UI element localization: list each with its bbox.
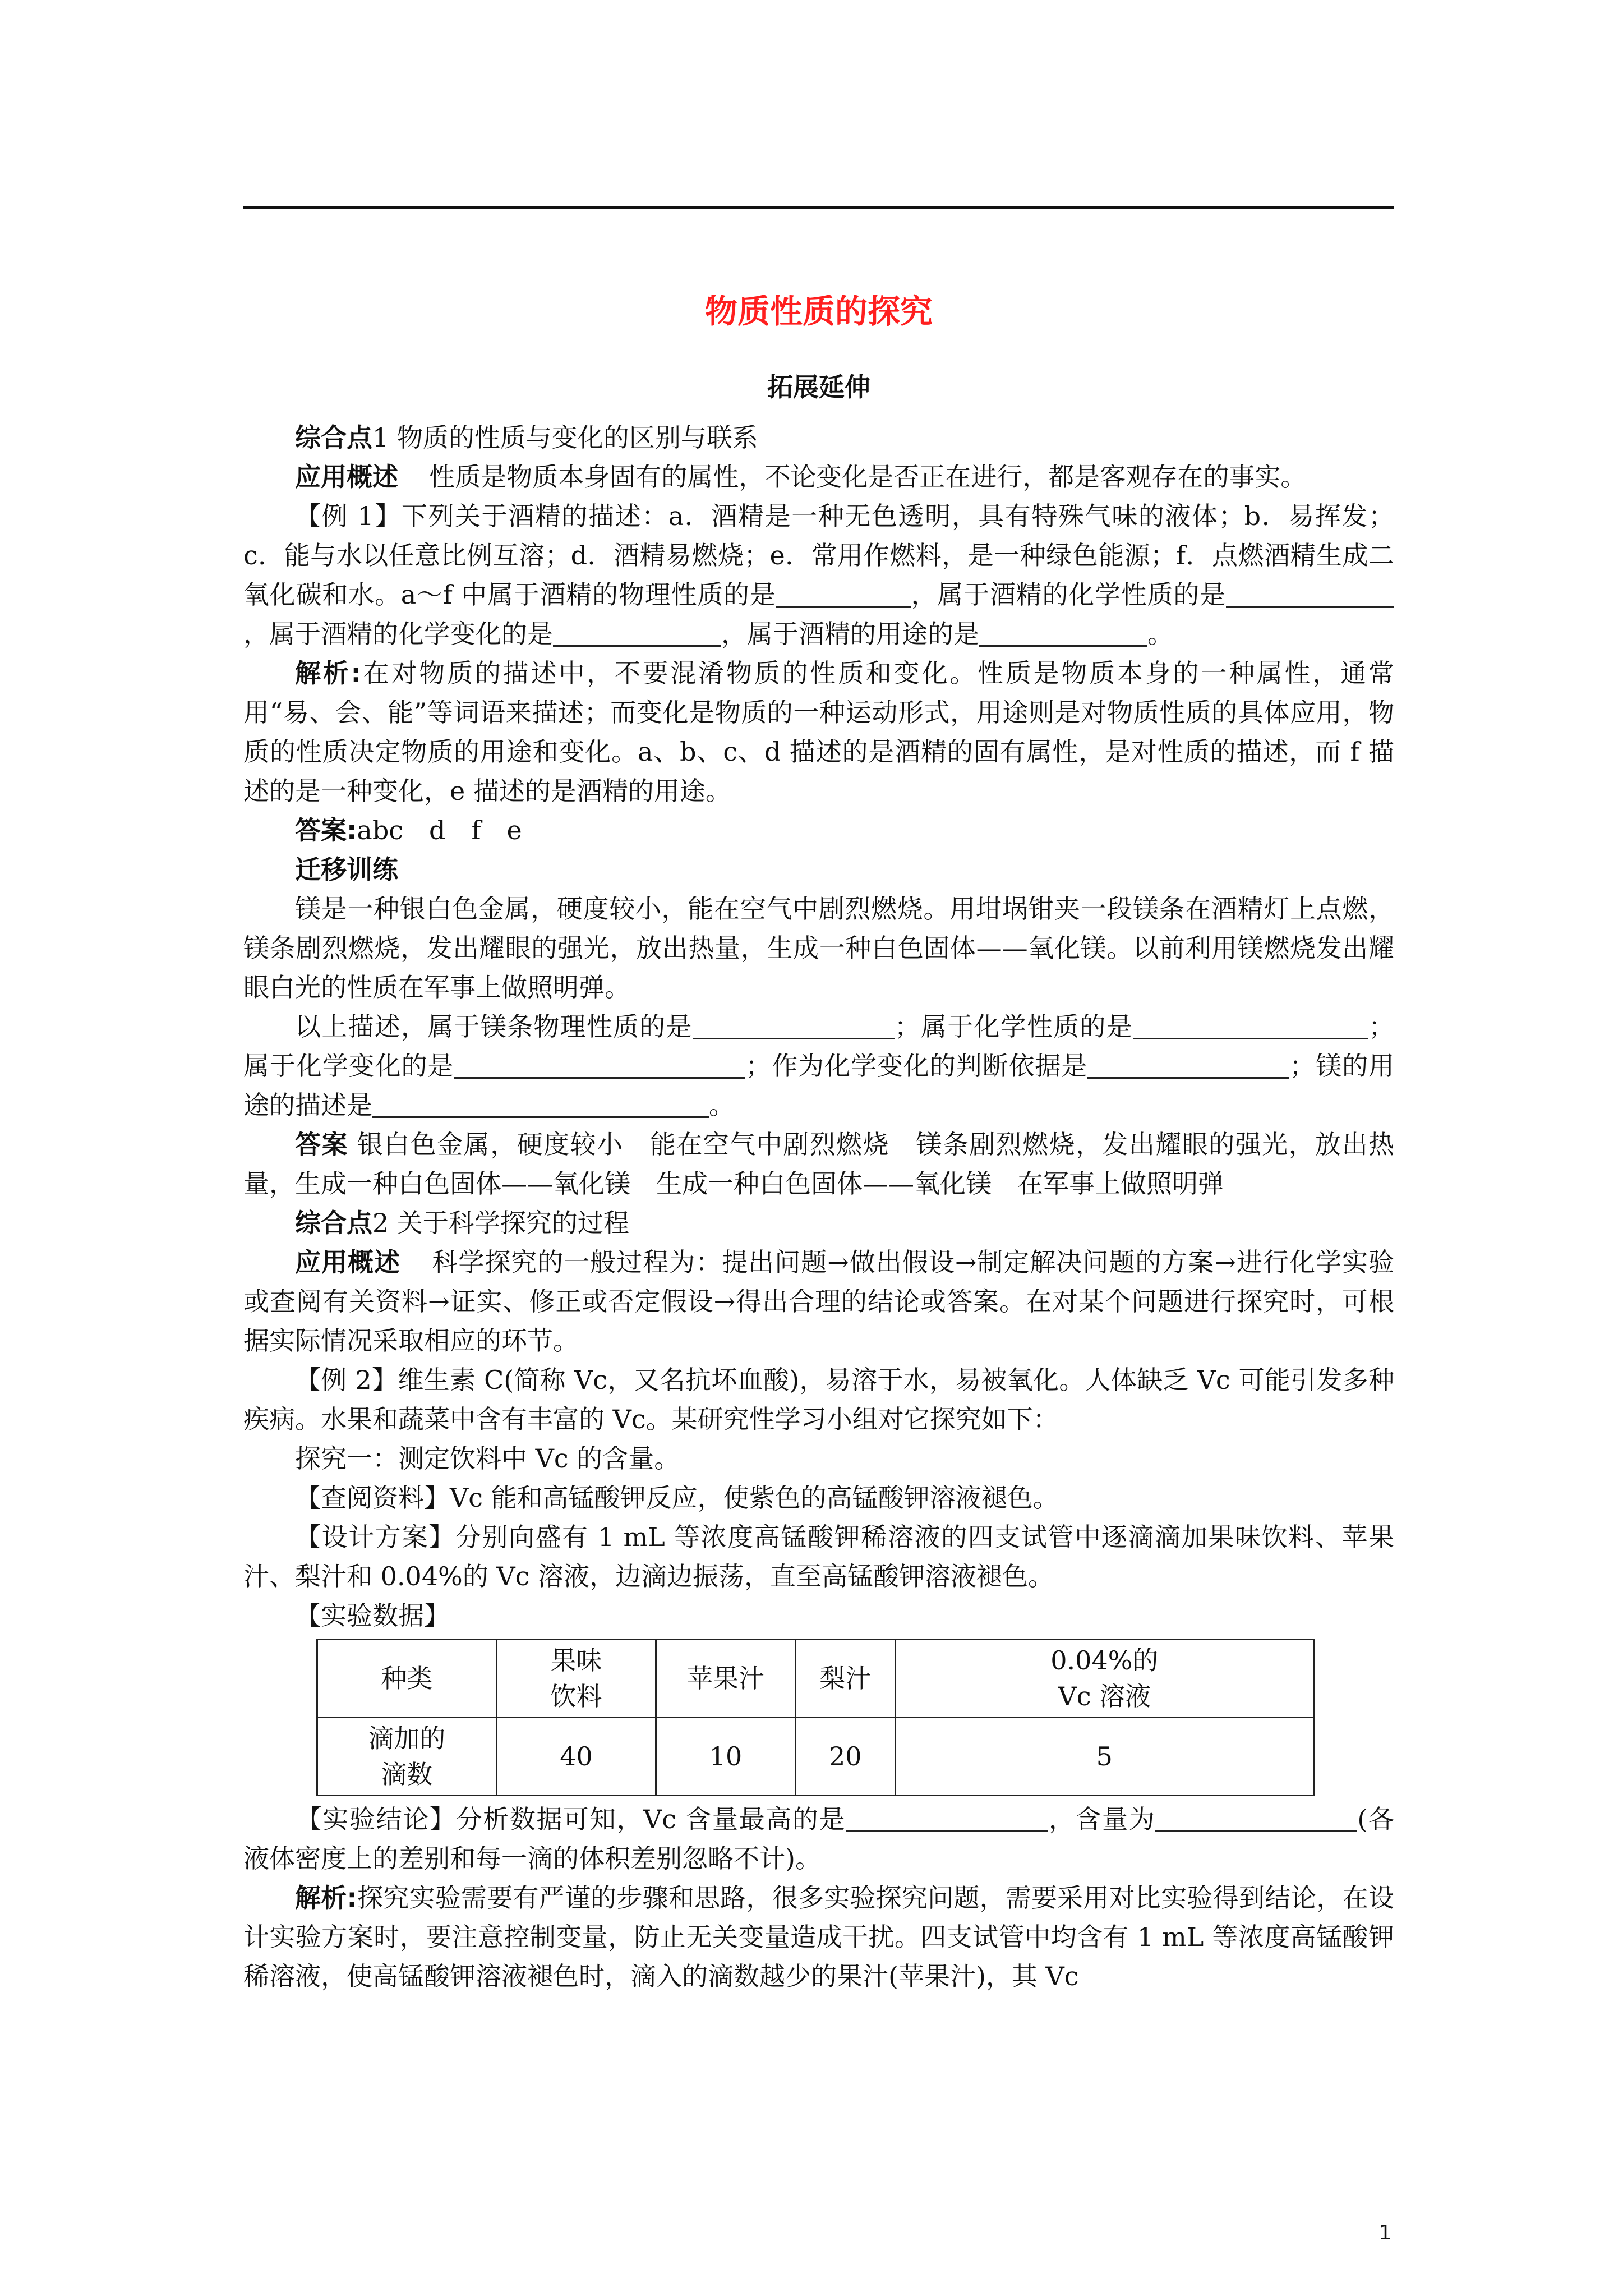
heading-label: 综合点 <box>295 422 372 453</box>
design <box>243 1517 1394 1596</box>
answer-blank <box>1226 580 1394 608</box>
table-header-cell: 梨汁 <box>795 1640 895 1718</box>
page-number: 1 <box>1378 2221 1392 2244</box>
example1-text: 下列关于酒精的描述：a．酒精是一种无色透明，具有特殊气味的液体；b．易挥发；c．能与水以任意比例互溶；d．酒精易燃烧；e．常用作燃料，是一种绿色能源；f．点燃酒精生成二氧化碳和水。a～f 中属于酒精的物理性质的是 <box>243 501 1395 610</box>
section1-overview <box>243 457 1394 496</box>
design-text: 分别向盛有 1 mL 等浓度高锰酸钾稀溶液的四支试管中逐滴滴加果味饮料、苹果汁、梨汁和 0.04%的 Vc 溶液，边滴边振荡，直至高锰酸钾溶液褪色。 <box>243 1522 1394 1591</box>
table-cell: 10 <box>656 1718 796 1796</box>
answer2 <box>243 1125 1394 1203</box>
experiment-data-table <box>316 1639 1315 1796</box>
example1-label: 【例 1】 <box>295 501 402 531</box>
page-title: 物质性质的探究 <box>704 292 933 330</box>
example1-text: 。 <box>1147 619 1173 649</box>
answer-blank <box>1155 1805 1357 1832</box>
answer-blank <box>846 1805 1048 1832</box>
analysis1 <box>243 654 1394 811</box>
conclusion-text: ，含量为 <box>1048 1804 1156 1834</box>
example2-text: 维生素 C(简称 Vc，又名抗坏血酸)，易溶于水，易被氧化。人体缺乏 Vc 可能引发多种疾病。水果和蔬菜中含有丰富的 Vc。某研究性学习小组对它探究如下： <box>243 1365 1395 1434</box>
question-text: ；作为化学变化的判断依据是 <box>745 1051 1088 1081</box>
question-text: ；镁的用途的描述是 <box>243 1051 1395 1120</box>
answer-label: 答案: <box>295 815 357 845</box>
example1 <box>243 496 1394 654</box>
section-subtitle: 拓展延伸 <box>767 372 870 402</box>
section2-overview <box>243 1243 1394 1360</box>
document-body <box>243 418 1394 1996</box>
heading-text: 1 物质的性质与变化的区别与联系 <box>372 422 758 453</box>
overview-text: 性质是物质本身固有的属性，不论变化是否正在进行，都是客观存在的事实。 <box>429 462 1307 492</box>
data-heading: 【实验数据】 <box>295 1600 450 1631</box>
table-cell: 20 <box>795 1718 895 1796</box>
table-header-cell: 果味 饮料 <box>496 1640 656 1718</box>
table-cell: 40 <box>496 1718 656 1796</box>
transfer-text: 镁是一种银白色金属，硬度较小，能在空气中剧烈燃烧。用坩埚钳夹一段镁条在酒精灯上点燃，镁条剧烈燃烧，发出耀眼的强光，放出热量，生成一种白色固体——氧化镁。以前利用镁燃烧发出耀眼白光的性质在军事上做照明弹。 <box>243 894 1394 1002</box>
design-label: 【设计方案】 <box>295 1522 455 1552</box>
transfer-question <box>243 1007 1394 1125</box>
question-text: 以上描述，属于镁条物理性质的是 <box>295 1011 693 1042</box>
table-header-row <box>317 1640 1314 1718</box>
answer-blank <box>1133 1012 1368 1039</box>
analysis-text: 探究实验需要有严谨的步骤和思路，很多实验探究问题，需要采用对比实验得到结论，在设计实验方案时，要注意控制变量，防止无关变量造成干扰。四支试管中均含有 1 mL 等浓度高锰酸钾稀溶液，使高锰酸钾溶液褪色时，滴入的滴数越少的果汁(苹果汁)，其 Vc <box>243 1883 1394 1991</box>
table-header-cell: 0.04%的 Vc 溶液 <box>895 1640 1313 1718</box>
conclusion-text: (各液体密度上的差别和每一滴的体积差别忽略不计)。 <box>243 1804 1395 1874</box>
conclusion-label: 【实验结论】 <box>295 1804 457 1834</box>
table-header-cell: 种类 <box>317 1640 497 1718</box>
conclusion-text: 分析数据可知，Vc 含量最高的是 <box>456 1804 846 1834</box>
section2-heading <box>243 1203 1394 1243</box>
answer-blank <box>1087 1051 1289 1079</box>
answer-blank <box>372 1091 709 1118</box>
conclusion <box>243 1800 1394 1878</box>
question-text: 。 <box>709 1090 735 1120</box>
lookup-label: 【查阅资料】 <box>295 1483 450 1513</box>
transfer-heading <box>243 850 1394 889</box>
overview-label: 应用概述 <box>295 1247 401 1277</box>
table-header-cell: 苹果汁 <box>656 1640 796 1718</box>
heading-label: 综合点 <box>295 1208 372 1238</box>
explore1: 探究一：测定饮料中 Vc 的含量。 <box>295 1443 680 1474</box>
table-row <box>317 1718 1314 1796</box>
answer-blank <box>776 580 911 608</box>
answer-blank <box>454 1051 745 1079</box>
analysis-label: 解析: <box>295 1883 357 1913</box>
example2 <box>243 1360 1394 1439</box>
analysis2 <box>243 1878 1394 1996</box>
answer1 <box>243 811 1394 850</box>
answer-blank <box>693 1012 895 1039</box>
question-text: ；属于化学变化的是 <box>243 1011 1394 1081</box>
table-cell: 5 <box>895 1718 1313 1796</box>
example1-text: ，属于酒精的化学变化的是 <box>243 619 553 649</box>
lookup-text: Vc 能和高锰酸钾反应，使紫色的高锰酸钾溶液褪色。 <box>450 1483 1059 1513</box>
analysis-text: 在对物质的描述中，不要混淆物质的性质和变化。性质是物质本身的一种属性，通常用“易、会、能”等词语来描述；而变化是物质的一种运动形式，用途则是对物质性质的具体应用，物质的性质决定物质的用途和变化。a、b、c、d 描述的是酒精的固有属性，是对性质的描述，而 f 描述的是一种变化，e 描述的是酒精的用途。 <box>243 658 1394 806</box>
analysis-label: 解析: <box>295 658 361 688</box>
table-row-label: 滴加的 滴数 <box>317 1718 497 1796</box>
header-rule <box>243 206 1394 209</box>
answer-text: 银白色金属，硬度较小 能在空气中剧烈燃烧 镁条剧烈燃烧，发出耀眼的强光，放出热量，生成一种白色固体——氧化镁 生成一种白色固体——氧化镁 在军事上做照明弹 <box>243 1129 1395 1199</box>
overview-label: 应用概述 <box>295 462 398 492</box>
example1-text: ，属于酒精的化学性质的是 <box>910 579 1226 610</box>
answer-text: abc d f e <box>357 815 522 845</box>
answer-label: 答案 <box>295 1129 348 1159</box>
section1-heading <box>243 418 1394 457</box>
lookup <box>243 1478 1394 1517</box>
question-text: ；属于化学性质的是 <box>894 1011 1133 1042</box>
answer-blank <box>553 619 721 647</box>
transfer-label: 迁移训练 <box>295 854 398 885</box>
overview-text: 科学探究的一般过程为：提出问题→做出假设→制定解决问题的方案→进行化学实验或查阅有关资料→证实、修正或否定假设→得出合理的结论或答案。在对某个问题进行探究时，可根据实际情况采取相应的环节。 <box>243 1247 1395 1356</box>
heading-text: 2 关于科学探究的过程 <box>372 1208 629 1238</box>
example2-label: 【例 2】 <box>295 1365 398 1395</box>
answer-blank <box>979 619 1147 647</box>
example1-text: ，属于酒精的用途的是 <box>721 619 979 649</box>
